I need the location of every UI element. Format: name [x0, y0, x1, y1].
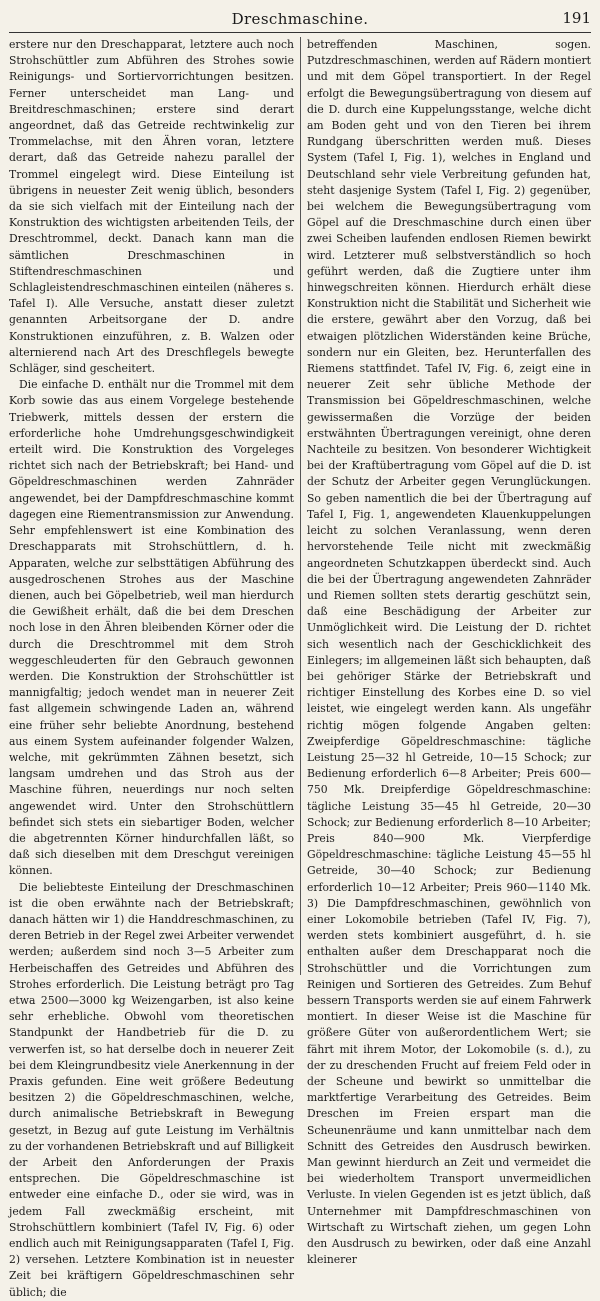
- right-column: [300, 37, 591, 1267]
- paragraph: Die einfache D. enthält nur die Trommel mit dem Korb sowie das aus einem Vorgelege bestehende Triebwerk, mittels dessen der erstern die erforderliche hohe Umdrehungsgeschwindigkeit erteilt wird. Die Konstruktion des Vorgeleges richtet sich nach der Betriebskraft; bei Hand- und Göpeldreschmaschinen werden Zahnräder angewendet, bei der Dampfdreschmaschine kommt dagegen eine Riementransmission zur Anwendung. Sehr empfehlenswert ist eine Kombination des Dreschapparats mit Strohschüttlern, d. h. Apparaten, welche zur selbsttätigen Abführung des ausgedroschenen Strohes aus der Maschine dienen, auch bei Göpelbetrieb, weil man hierdurch die Gewißheit erhält, daß die bei dem Dreschen noch lose in den Ähren bleibenden Körner oder die durch die Dreschtrommel mit dem Stroh weggeschleuderten für den Gebrauch gewonnen werden. Die Konstruktion der Strohschüttler ist mannigfaltig; jedoch wendet man in neuerer Zeit fast allgemein schwingende Laden an, während eine früher sehr beliebte Anordnung, bestehend aus einem System aufeinander folgender Walzen, welche, mit gekrümmten Zähnen besetzt, sich langsam umdrehen und das Stroh aus der Maschine führen, neuerdings nur noch selten angewendet wird. Unter den Strohschüttlern befindet sich stets ein siebartiger Boden, welcher die abgetrennten Körner hindurchfallen läßt, so daß sich dieselben mit dem Dreschgut vereinigen können.: [9, 378, 294, 878]
- page-number: 191: [562, 9, 591, 27]
- paragraph: Die beliebteste Einteilung der Dreschmaschinen ist die oben erwähnte nach der Betriebskraft; danach hätten wir 1) die Handdreschmaschinen, zu deren Betrieb in der Regel zwei Arbeiter verwendet werden; außerdem sind noch 3—5 Arbeiter zum Herbeischaffen des Getreides und Abführen des Strohes erforderlich. Die Leistung beträgt pro Tag etwa 2500—3000 kg Weizengarben, ist also keine sehr erhebliche. Obwohl vom theoretischen Standpunkt der Handbetrieb für die D. zu verwerfen ist, so hat derselbe doch in neuerer Zeit bei dem Kleingrundbesitz viele Anerkennung in der Praxis gefunden. Eine weit größere Bedeutung besitzen 2) die Göpeldreschmaschinen, welche, durch animalische Betriebskraft in Bewegung gesetzt, in Bezug auf gute Leistung im Verhältnis zu der vorhandenen Betriebskraft und auf Billigkeit der Arbeit den Anforderungen der Praxis entsprechen. Die Göpeldreschmaschine ist entweder eine einfache D., oder sie wird, was in jedem Fall zweckmäßig erscheint, mit Strohschüttlern kombiniert (Tafel IV, Fig. 6) oder endlich auch mit Reinigungsapparaten (Tafel I, Fig. 2) versehen. Letztere Kombination ist in neuester Zeit bei kräftigern Göpeldreschmaschinen sehr üblich; die: [9, 880, 294, 1299]
- page-header: [9, 8, 591, 33]
- running-head: Dreschmaschine.: [231, 10, 369, 28]
- left-column: [9, 37, 300, 1299]
- paragraph: betreffenden Maschinen, sogen. Putzdreschmaschinen, werden auf Rädern montiert und mit dem Göpel transportiert. In der Regel erfolgt die Bewegungsübertragung von diesem auf die D. durch eine Kuppelungsstange, welche dicht am Boden geht und von den Tieren bei ihrem Rundgang überschritten werden muß. Dieses System (Tafel I, Fig. 1), welches in England und Deutschland sehr viele Verbreitung gefunden hat, steht dasjenige System (Tafel I, Fig. 2) gegenüber, bei welchem die Bewegungsübertragung vom Göpel auf die Dreschmaschine durch einen über zwei Scheiben laufenden endlosen Riemen bewirkt wird. Letzterer muß selbstverständlich so hoch geführt werden, daß die Zugtiere unter ihm hinwegschreiten können. Hierdurch erhält diese Konstruktion nicht die Stabilität und Sicherheit wie die erstere, gewährt aber den Vorzug, daß bei etwaigen plötzlichen Widerständen keine Brüche, sondern nur ein Gleiten, bez. Herunterfallen des Riemens stattfindet. Tafel IV, Fig. 6, zeigt eine in neuerer Zeit sehr übliche Methode der Transmission bei Göpeldreschmaschinen, welche gewissermaßen die Vorzüge der beiden erstwähnten Übertragungen vereinigt, ohne deren Nachteile zu besitzen. Von besonderer Wichtigkeit bei der Kraftübertragung vom Göpel auf die D. ist der Schutz der Arbeiter gegen Verunglückungen. So geben namentlich die bei der Übertragung auf Tafel I, Fig. 1, angewendeten Klauenkuppelungen leicht zu solchen Veranlassung, wenn deren hervorstehende Teile nicht mit zweckmäßig angeordneten Schutzkappen überdeckt sind. Auch die bei der Übertragung angewendeten Zahnräder und Riemen sollten stets derartig geschützt sein, daß eine Beschädigung der Arbeiter zur Unmöglichkeit wird. Die Leistung der D. richtet sich wesentlich nach der Geschicklichkeit des Einlegers; im allgemeinen läßt sich behaupten, daß bei gehöriger Stärke der Betriebskraft und richtiger Einstellung des Korbes eine D. so viel leistet, wie eingelegt werden kann. Als ungefähr richtig mögen folgende Angaben gelten: Zweipferdige Göpeldreschmaschine: tägliche Leistung 25—32 hl Getreide, 10—15 Schock; zur Bedienung erforderlich 6—8 Arbeiter; Preis 600—750 Mk. Dreipferdige Göpeldreschmaschine: tägliche Leistung 35—45 hl Getreide, 20—30 Schock; zur Bedienung erforderlich 8—10 Arbeiter; Preis 840—900 Mk. Vierpferdige Göpeldreschmaschine: tägliche Leistung 45—55 hl Getreide, 30—40 Schock; zur Bedienung erforderlich 10—12 Arbeiter; Preis 960—1140 Mk. 3) Die Dampfdreschmaschinen, gewöhnlich von einer Lokomobile betrieben (Tafel IV, Fig. 7), werden stets kombiniert ausgeführt, d. h. sie enthalten außer dem Dreschapparat noch die Strohschüttler und die Vorrichtungen zum Reinigen und Sortieren des Getreides. Zum Behuf bessern Transports werden sie auf einem Fahrwerk montiert. In dieser Weise ist die Maschine für größere Güter von außerordentlichem Wert; sie fährt mit ihrem Motor, der Lokomobile (s. d.), zu der zu dreschenden Frucht auf freiem Feld oder in der Scheune und bewirkt so unmittelbar die marktfertige Verarbeitung des Getreides. Beim Dreschen im Freien erspart man die Scheunenräume und kann unmittelbar nach dem Schnitt des Getreides den Ausdrusch bewirken. Man gewinnt hierdurch an Zeit und vermeidet die bei wiederholtem Transport unvermeidlichen Verluste. In vielen Gegenden ist es jetzt üblich, daß Unternehmer mit Dampfdreschmaschinen von Wirtschaft zu Wirtschaft ziehen, um gegen Lohn den Ausdrusch zu bewirken, oder daß eine Anzahl kleinerer: [307, 38, 591, 1267]
- text-columns: [9, 37, 591, 1299]
- paragraph: erstere nur den Dreschapparat, letztere auch noch Strohschüttler zum Abführen des Strohes sowie Reinigungs- und Sortiervorrichtungen besitzen. Ferner unterscheidet man Lang- und Breitdreschmaschinen; erstere sind derart angeordnet, daß das Getreide rechtwinkelig zur Trommelachse, mit den Ähren voran, letztere derart, daß das Getreide nahezu parallel der Trommel eingelegt wird. Diese Einteilung ist übrigens in neuester Zeit wenig üblich, besonders da sie sich vielfach mit der Einteilung nach der Konstruktion des wichtigsten arbeitenden Teils, der Dreschtrommel, deckt. Danach kann man die sämtlichen Dreschmaschinen in Stiftendreschmaschinen und Schlagleistendreschmaschinen einteilen (näheres s. Tafel I). Alle Versuche, anstatt dieser zuletzt genannten Arbeitsorgane der D. andre Konstruktionen einzuführen, z. B. Walzen oder alternierend nach Art des Dreschflegels bewegte Schläger, sind gescheitert.: [9, 38, 294, 376]
